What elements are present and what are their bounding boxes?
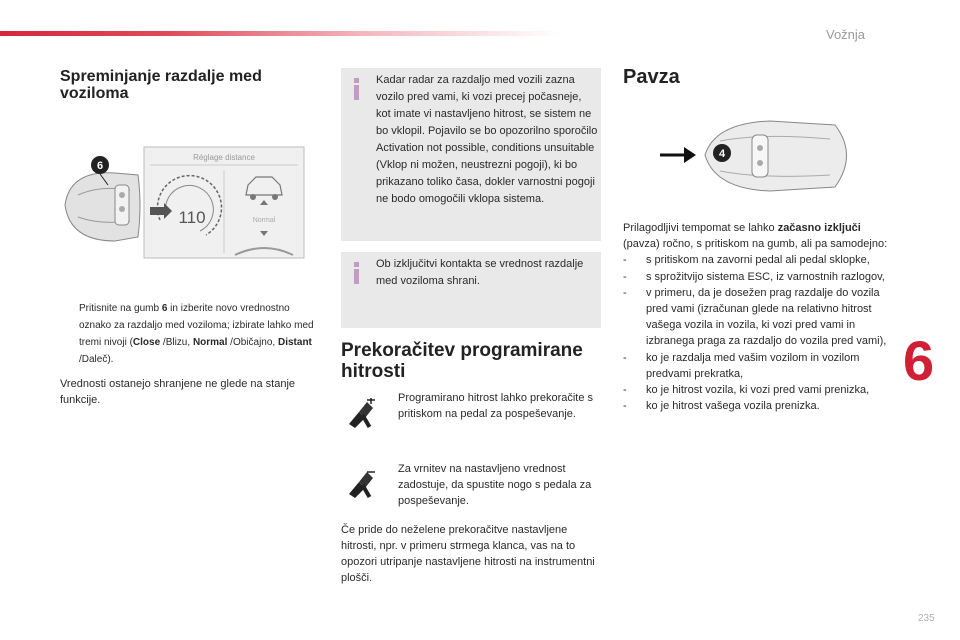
section-title: Vožnja [826, 27, 866, 42]
heading-pause: Pavza [623, 66, 680, 88]
bullet-text-part: /Daleč). [79, 354, 114, 365]
info-icon [353, 262, 360, 284]
pause-button-figure [660, 113, 860, 198]
intro-bold-part: začasno izključi [777, 222, 861, 234]
callout-4-label: 4 [718, 148, 726, 160]
info-text-ignition: Ob izključitvi kontakta se vrednost razdalje med voziloma shrani. [376, 258, 584, 287]
header-accent-bar [0, 31, 560, 36]
bullet-text-part: /Blizu, [160, 337, 193, 348]
info-text-radar: Kadar radar za razdaljo med vozili zazna vozilo pred vami, ki vozi precej počasneje, kot imate vi nastavljeno hitrost, se sistem ne bo vklopil. Pojavilo se bo opozorilno sporočilo Activation not possible, conditions unsuitable (Vklop ni možen, neustrezni pogoji), ki bo prikazano toliko časa, dokler varnostni pogoji ne bodo omogočili vklopa sistema. [376, 74, 598, 205]
accelerator-release-icon [347, 468, 377, 500]
list-item: - ko je hitrost vozila, ki vozi pred vami prenizka, [623, 384, 870, 397]
text-accelerator-release: Za vrnitev na nastavljeno vrednost zadostuje, da spustite nogo s pedala za pospeševanje. [398, 463, 592, 507]
list-item: - v primeru, da je dosežen prag razdalje do vozila pred vami (izračunan glede na relativno hitrost vašega vozila in vozila, ki vozi pred vami in izbranega praga za razdaljo do vozila pred vami), [623, 286, 887, 348]
intro-text-part: Prilagodljivi tempomat se lahko [623, 222, 778, 234]
list-item: - ko je razdalja med vašim vozilom in vozilom predvami prekratka, [623, 351, 860, 380]
list-item: - ko je hitrost vašega vozila prenizka. [623, 400, 820, 413]
pause-intro [623, 220, 888, 252]
distance-setting-value: Normal [252, 217, 276, 224]
accelerator-press-icon [347, 398, 377, 430]
gauge-speed: 110 [178, 208, 206, 227]
bullet-text-part: /Običajno, [227, 337, 278, 348]
info-box-ignition [341, 252, 601, 328]
chapter-number: 6 [903, 329, 935, 392]
bullet-text-part: in izberite novo vrednostno oznako za razdaljo med voziloma; izbirate lahko med tremi nivoji ( [79, 303, 314, 348]
bullet-bold-part: Normal [192, 337, 228, 348]
bullet-text [79, 300, 322, 368]
paragraph-unwanted-exceed: Če pride do neželene prekoračitve nastavljene hitrosti, npr. v primeru strmega klanca, vas na to opozori utripanje nastavljene hitrosti na instrumentni plošči. [341, 524, 595, 584]
distance-setting-figure [60, 145, 308, 260]
list-item: - s pritiskom na zavorni pedal ali pedal sklopke, [623, 254, 870, 267]
bullet-bold-part: Distant [277, 337, 312, 348]
bullet-bold-part: Close [132, 337, 161, 348]
bullet-bold-part: 6 [161, 303, 168, 314]
bullet-text-part: Pritisnite na gumb [79, 303, 162, 314]
bullet-marker [60, 300, 79, 368]
heading-exceed-speed: Prekoračitev programirane hitrosti [341, 340, 583, 382]
page-number: 235 [918, 613, 935, 624]
pause-description [623, 220, 888, 414]
callout-6-label: 6 [96, 160, 104, 172]
bullet-press-button-6 [60, 300, 322, 368]
screen-title: Réglage distance [193, 153, 255, 162]
pause-conditions-list [623, 252, 888, 414]
text-accelerator-exceed: Programirano hitrost lahko prekoračite s pritiskom na pedal za pospeševanje. [398, 392, 594, 420]
heading-distance-setting: Spreminjanje razdalje med voziloma [60, 68, 262, 102]
info-box-radar [341, 68, 601, 241]
info-icon [353, 78, 360, 100]
intro-text-part: (pavza) ročno, s pritiskom na gumb, ali pa samodejno: [623, 238, 888, 251]
paragraph-values-stored: Vrednosti ostanejo shranjene ne glede na stanje funkcije. [60, 378, 296, 406]
list-item: - s sprožitvijo sistema ESC, iz varnostnih razlogov, [623, 270, 885, 283]
